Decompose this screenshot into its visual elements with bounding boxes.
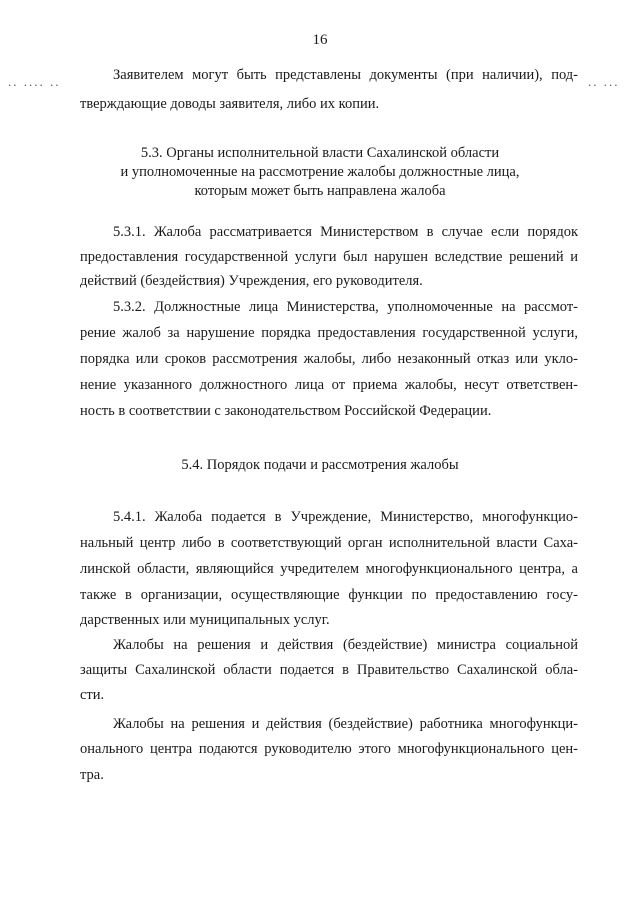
intro-line-2: тверждающие доводы заявителя, либо их копии. <box>80 96 380 112</box>
para-5-4-1-line-3: линской области, являющийся учредителем многофункционального центра, а <box>80 561 578 577</box>
section-5-3-heading-2: и уполномоченные на рассмотрение жалобы должностные лица, <box>120 164 520 180</box>
para-mfc-line-3: тра. <box>80 767 104 783</box>
section-5-3-heading-1: 5.3. Органы исполнительной власти Сахалинской области <box>140 145 500 161</box>
intro-line-1: Заявителем могут быть представлены документы (при наличии), под- <box>113 67 578 83</box>
para-5-4-1-line-1: 5.4.1. Жалоба подается в Учреждение, Министерство, многофункцио- <box>113 509 578 525</box>
section-5-4-heading: 5.4. Порядок подачи и рассмотрения жалобы <box>181 457 459 473</box>
scan-artifact-right: .. ... <box>588 74 620 89</box>
para-mfc-line-2: онального центра подаются руководителю этого многофункционального цен- <box>80 741 578 757</box>
para-5-3-1-line-2: предоставления государственной услуги был нарушен вследствие решений и <box>80 249 578 265</box>
para-5-3-2-line-5: ность в соответствии с законодательством Российской Федерации. <box>80 403 492 419</box>
para-5-3-2-line-4: нение указанного должностного лица от приема жалобы, несут ответствен- <box>80 377 578 393</box>
para-minister-line-2: защиты Сахалинской области подается в Правительство Сахалинской обла- <box>80 662 578 678</box>
para-5-4-1-line-2: нальный центр либо в соответствующий орган исполнительной власти Саха- <box>80 535 578 551</box>
para-5-3-2-line-1: 5.3.2. Должностные лица Министерства, уполномоченные на рассмот- <box>113 299 578 315</box>
para-mfc-line-1: Жалобы на решения и действия (бездействие) работника многофункци- <box>113 716 578 732</box>
para-minister-line-1: Жалобы на решения и действия (бездействие) министра социальной <box>113 637 578 653</box>
para-5-4-1-line-4: также в организации, осуществляющие функции по предоставлению госу- <box>80 587 578 603</box>
para-5-4-1-line-5: дарственных или муниципальных услуг. <box>80 612 330 628</box>
scan-artifact-left: .. .... .. <box>8 74 61 89</box>
para-5-3-2-line-3: порядка или сроков рассмотрения жалобы, либо незаконный отказ или укло- <box>80 351 578 367</box>
para-5-3-1-line-1: 5.3.1. Жалоба рассматривается Министерством в случае если порядок <box>113 224 578 240</box>
para-5-3-1-line-3: действий (бездействия) Учреждения, его руководителя. <box>80 273 423 289</box>
page-number: 16 <box>312 32 328 48</box>
section-5-3-heading-3: которым может быть направлена жалоба <box>194 183 446 199</box>
para-minister-line-3: сти. <box>80 687 105 703</box>
para-5-3-2-line-2: рение жалоб за нарушение порядка предоставления государственной услуги, <box>80 325 578 341</box>
